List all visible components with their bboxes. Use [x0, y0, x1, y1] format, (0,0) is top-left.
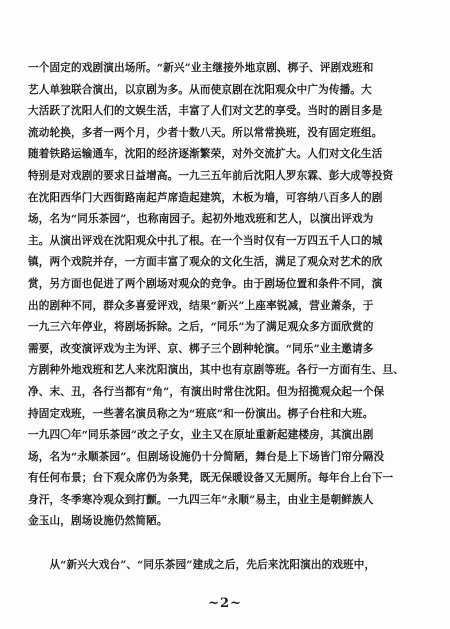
text-line: 出的剧种不同，群众多喜爱评戏，结果“新兴”上座率锐减，营业萧条，于 [28, 299, 374, 312]
text-line: 主。从演出评戏在沈阳观众中扎了根。在一个当时仅有一万四五千人口的城 [28, 234, 383, 247]
text-line [28, 533, 426, 555]
text-line: 赏，另方面也促进了两个剧场对观众的竞争。由于剧场位置和条件不同，演 [28, 277, 383, 290]
text-line: 在沈阳西华门大西街路南起芦席造起建筑，木板为墙，可容纳八百多人的剧 [28, 191, 383, 204]
text-line: 大活跃了沈阳人们的文娱生活，丰富了人们对文艺的享受。当时的剧目多是 [28, 105, 383, 118]
text-line: 净、末、丑，各行当都有“角”，有演出时常住沈阳。但为招揽观众起一个保 [28, 385, 385, 398]
text-line: 镇，两个戏院并存，一方面丰富了观众的文化生活，满足了观众对艺术的欣 [28, 256, 383, 269]
text-line: 有任何布景；台下观众席仍为条凳，既无保暖设备又无厕所。每年台上台下一 [28, 472, 394, 485]
text-line: 一九三六年停业，将剧场拆除。之后，“同乐”为了满足观众多方面欣赏的 [28, 321, 374, 334]
text-line: 流动轮换，多者一两个月，少者十数八天。所以常常换班，没有固定班组。 [28, 126, 383, 139]
text-line: 方剧种外地戏班和艺人来沈阳演出，其中也有京剧等班。各行一方面有生、旦、 [28, 364, 405, 377]
page-number: ~2~ [208, 596, 242, 611]
text-line: 金玉山，剧场设施仍然简陋。 [28, 515, 168, 528]
text-line: 场，名为“永顺茶园”。但剧场设施仍十分简陋，舞台是上下场皆门帘分隔没 [28, 450, 385, 463]
text-line: 特别是对戏剧的要求日益增高。一九三五年前后沈阳人罗东霖、彭大成等投资 [28, 169, 394, 182]
body-text [28, 58, 426, 576]
text-line: 一个固定的戏剧演出场所。“新兴”业主继接外地京剧、梆子、评剧戏班和 [28, 62, 374, 74]
text-line: 需要，改变演评戏为主为评、京、梆子三个剧种轮演。“同乐”业主邀请多 [28, 342, 374, 355]
text-line: 艺人单独联合演出，以京剧为多。从而使京剧在沈阳观众中广为传播。大 [28, 83, 372, 96]
text-line: 从“新兴大戏台”、“同乐茶园”建成之后，先后来沈阳演出的戏班中， [28, 558, 376, 571]
text-line: 身汗，冬季寒冷观众到打颤。一九四三年“永顺”易主，由业主是朝鲜族人 [28, 493, 374, 506]
text-line: 场，名为“同乐茶园”，也称南园子。起初外地戏班和艺人，以演出评戏为 [28, 213, 374, 226]
text-line: 一九四〇年“同乐茶园”改之子女，业主又在原址重新起建楼房，其演出剧 [28, 429, 374, 442]
text-line: 随着铁路运输通车，沈阳的经济逐渐繁荣，对外交流扩大。人们对文化生活 [28, 148, 383, 161]
text-line: 持固定戏班，一些著名演员称之为“班底”和一份演出。梆子台柱和大班。 [28, 407, 374, 420]
